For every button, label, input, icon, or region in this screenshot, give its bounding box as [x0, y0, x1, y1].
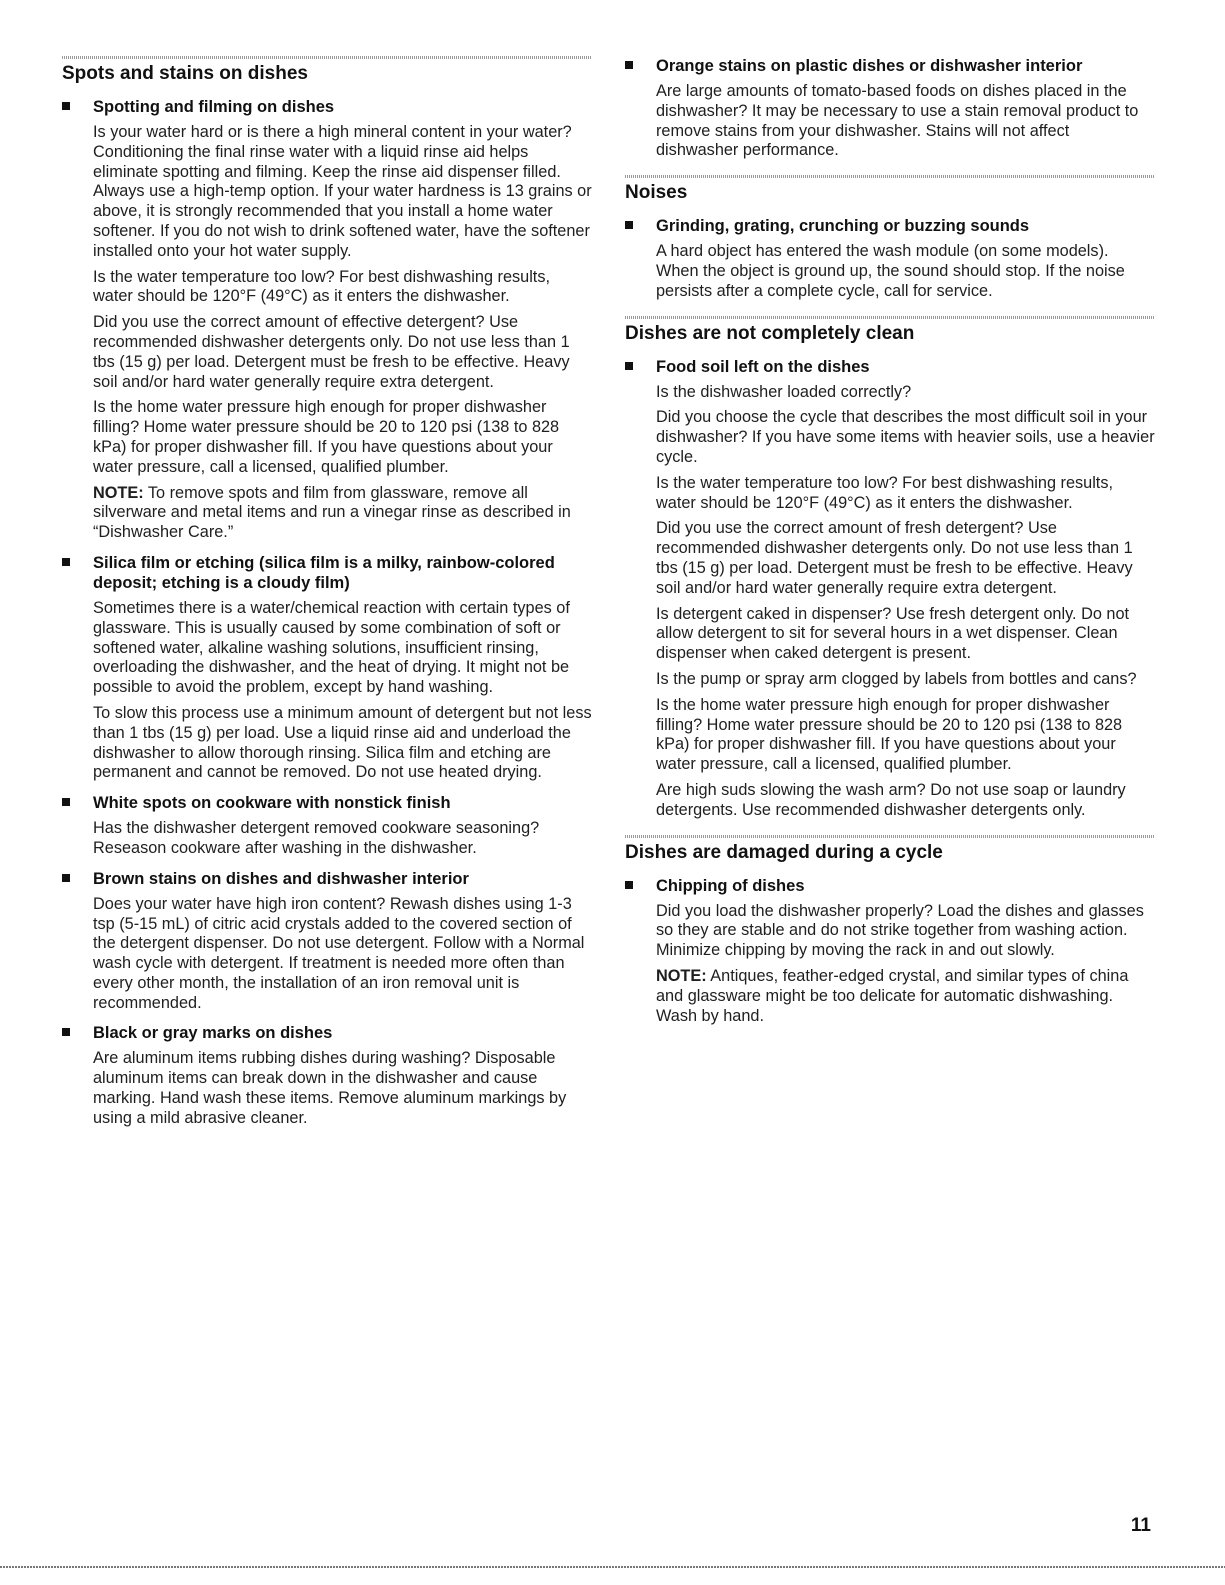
- solution-paragraph: [93, 599, 592, 698]
- troubleshooting-section: [62, 56, 592, 1129]
- solution-paragraph: [656, 670, 1155, 690]
- section-divider: [62, 56, 592, 59]
- paragraph-text: Is the home water pressure high enough for proper dishwasher filling? Home water pressure should be 20 to 120 psi (138 to 828 kPa) for proper dishwasher fill. If you have questions about your water pressure, call a licensed, qualified plumber.: [656, 695, 1123, 774]
- solution-paragraph: [93, 398, 592, 477]
- left-column: [62, 56, 592, 1143]
- paragraph-text: Are aluminum items rubbing dishes during washing? Disposable aluminum items can break down in the dishwasher and cause marking. Hand wash these items. Remove aluminum markings by using a mild abrasive cleaner.: [93, 1049, 567, 1127]
- bullet-square-icon: [625, 362, 633, 370]
- problem-item: [62, 97, 592, 543]
- paragraph-text: Is detergent caked in dispenser? Use fresh detergent only. Do not allow detergent to sit for several hours in a wet dispenser. Clean dispenser when caked detergent is present.: [656, 604, 1130, 663]
- section-divider: [625, 175, 1155, 178]
- problem-title: Grinding, grating, crunching or buzzing sounds: [656, 217, 1030, 236]
- problem-item: [62, 1023, 592, 1128]
- paragraph-text: Has the dishwasher detergent removed cookware seasoning? Reseason cookware after washing in the dishwasher.: [93, 819, 540, 857]
- solution-paragraph: [656, 408, 1155, 467]
- bullet-square-icon: [625, 61, 633, 69]
- solution-paragraph: [656, 605, 1155, 664]
- section-title: Dishes are damaged during a cycle: [625, 841, 943, 863]
- bullet-square-icon: [62, 874, 70, 882]
- problem-title: Black or gray marks on dishes: [93, 1024, 333, 1043]
- solution-paragraph: [93, 313, 592, 392]
- troubleshooting-section: [625, 175, 1155, 301]
- bottom-divider: [0, 1566, 1225, 1568]
- paragraph-text: Is the home water pressure high enough for proper dishwasher filling? Home water pressure should be 20 to 120 psi (138 to 828 kPa) for proper dishwasher fill. If you have questions about your water pressure, call a licensed, qualified plumber.: [93, 398, 560, 476]
- bullet-square-icon: [625, 881, 633, 889]
- page-number: 11: [1130, 1515, 1151, 1536]
- bullet-square-icon: [62, 102, 70, 110]
- paragraph-text: Did you use the correct amount of effective detergent? Use recommended dishwasher detergents only. Do not use less than 1 tbs (15 g) per load. Detergent must be fresh to be effective. Heavy soil and/or hard water generally require extra detergent.: [93, 313, 570, 391]
- paragraph-text: Is the dishwasher loaded correctly?: [656, 382, 912, 401]
- paragraph-text: Sometimes there is a water/chemical reaction with certain types of glassware. This is usually caused by some combination of soft or softened water, alkaline washing solutions, insufficient rinsing, overloading the dishwasher, and the heat of drying. It might not be possible to avoid the problem, except by hand washing.: [93, 598, 570, 697]
- paragraph-text: A hard object has entered the wash module (on some models). When the object is ground up, the sound should stop. If the noise persists after a complete cycle, call for service.: [656, 242, 1125, 300]
- problem-title: White spots on cookware with nonstick finish: [93, 794, 451, 813]
- solution-paragraph: [656, 781, 1155, 821]
- paragraph-text: Are high suds slowing the wash arm? Do not use soap or laundry detergents. Use recommended dishwasher detergents only.: [656, 780, 1126, 819]
- paragraph-text: Does your water have high iron content? Rewash dishes using 1-3 tsp (5-15 mL) of citric acid crystals added to the covered section of the detergent dispenser. Do not use detergent. Follow with a Normal wash cycle with detergent. If treatment is needed more often than every other month, the installation of an iron removal unit is recommended.: [93, 894, 585, 1012]
- problem-title: Chipping of dishes: [656, 876, 805, 895]
- problem-item: [62, 869, 592, 1014]
- section-title: Dishes are not completely clean: [625, 322, 915, 344]
- note-paragraph: [656, 967, 1155, 1026]
- problem-item: [62, 793, 592, 859]
- problem-item: [625, 357, 1155, 821]
- problem-title: Spotting and filming on dishes: [93, 98, 335, 116]
- problem-title: Silica film or etching (silica film is a milky, rainbow-colored deposit; etching is a cloudy film): [93, 553, 555, 592]
- solution-paragraph: [656, 383, 1155, 403]
- problem-item: [625, 216, 1155, 301]
- problem-title: Food soil left on the dishes: [656, 357, 870, 376]
- paragraph-text: Did you use the correct amount of fresh detergent? Use recommended dishwasher detergents only. Do not use less than 1 tbs (15 g) per load. Detergent must be fresh to be effective. Heavy soil and/or hard water generally require extra detergent.: [656, 519, 1133, 597]
- note-label: NOTE:: [93, 483, 144, 502]
- solution-paragraph: [656, 82, 1155, 161]
- solution-paragraph: [656, 519, 1155, 598]
- section-title: Noises: [625, 182, 688, 204]
- paragraph-text: Did you choose the cycle that describes the most difficult soil in your dishwasher? If you have some items with heavier soils, use a heavier cycle.: [656, 408, 1155, 466]
- solution-paragraph: [93, 268, 592, 308]
- section-divider: [625, 316, 1155, 319]
- paragraph-text: Are large amounts of tomato-based foods on dishes placed in the dishwasher? It may be necessary to use a stain removal product to remove stains from your dishwasher. Stains will not affect dishwasher performance.: [656, 82, 1139, 160]
- solution-paragraph: [93, 1049, 592, 1128]
- solution-paragraph: [656, 474, 1155, 514]
- bullet-square-icon: [62, 1028, 70, 1036]
- paragraph-text: To remove spots and film from glassware, remove all silverware and metal items and run a vinegar rinse as described in “Dishwasher Care.”: [93, 483, 571, 542]
- solution-paragraph: [93, 123, 592, 262]
- paragraph-text: Is the pump or spray arm clogged by labels from bottles and cans?: [656, 669, 1137, 688]
- paragraph-text: Is the water temperature too low? For best dishwashing results, water should be 120°F (49°C) as it enters the dishwasher.: [93, 267, 550, 306]
- note-label: NOTE:: [656, 966, 707, 985]
- troubleshooting-section: [625, 316, 1155, 821]
- troubleshooting-section: [625, 56, 1155, 161]
- solution-paragraph: [93, 819, 592, 859]
- paragraph-text: To slow this process use a minimum amount of detergent but not less than 1 tbs (15 g) per load. Use a liquid rinse aid and underload the dishwasher to allow thorough rinsing. Silica film and etching are permanent and cannot be removed. Do not use heated drying.: [93, 703, 592, 782]
- bullet-square-icon: [62, 798, 70, 806]
- paragraph-text: Did you load the dishwasher properly? Load the dishes and glasses so they are stable and do not strike together from washing action. Minimize chipping by moving the rack in and out slowly.: [656, 901, 1144, 960]
- bullet-square-icon: [62, 558, 70, 566]
- paragraph-text: Antiques, feather-edged crystal, and similar types of china and glassware might be too delicate for automatic dishwashing. Wash by hand.: [656, 966, 1129, 1025]
- problem-title: Brown stains on dishes and dishwasher interior: [93, 869, 469, 888]
- solution-paragraph: [656, 696, 1155, 775]
- paragraph-text: Is the water temperature too low? For best dishwashing results, water should be 120°F (49°C) as it enters the dishwasher.: [656, 473, 1113, 512]
- section-divider: [625, 835, 1155, 838]
- problem-item: [625, 56, 1155, 161]
- right-column: [625, 56, 1155, 1040]
- solution-paragraph: [656, 902, 1155, 961]
- problem-item: [62, 553, 592, 783]
- troubleshooting-section: [625, 835, 1155, 1027]
- solution-paragraph: [93, 704, 592, 783]
- solution-paragraph: [656, 242, 1155, 301]
- note-paragraph: [93, 484, 592, 543]
- bullet-square-icon: [625, 221, 633, 229]
- section-title: Spots and stains on dishes: [62, 63, 308, 84]
- problem-item: [625, 876, 1155, 1027]
- paragraph-text: Is your water hard or is there a high mineral content in your water? Conditioning the final rinse water with a liquid rinse aid helps eliminate spotting and filming. Keep the rinse aid dispenser filled. Always use a high-temp option. If your water hardness is 13 grains or above, it is strongly recommended that you install a home water softener. If you do not wish to drink softened water, have the softener installed onto your hot water supply.: [93, 123, 592, 260]
- problem-title: Orange stains on plastic dishes or dishwasher interior: [656, 57, 1083, 75]
- solution-paragraph: [93, 895, 592, 1014]
